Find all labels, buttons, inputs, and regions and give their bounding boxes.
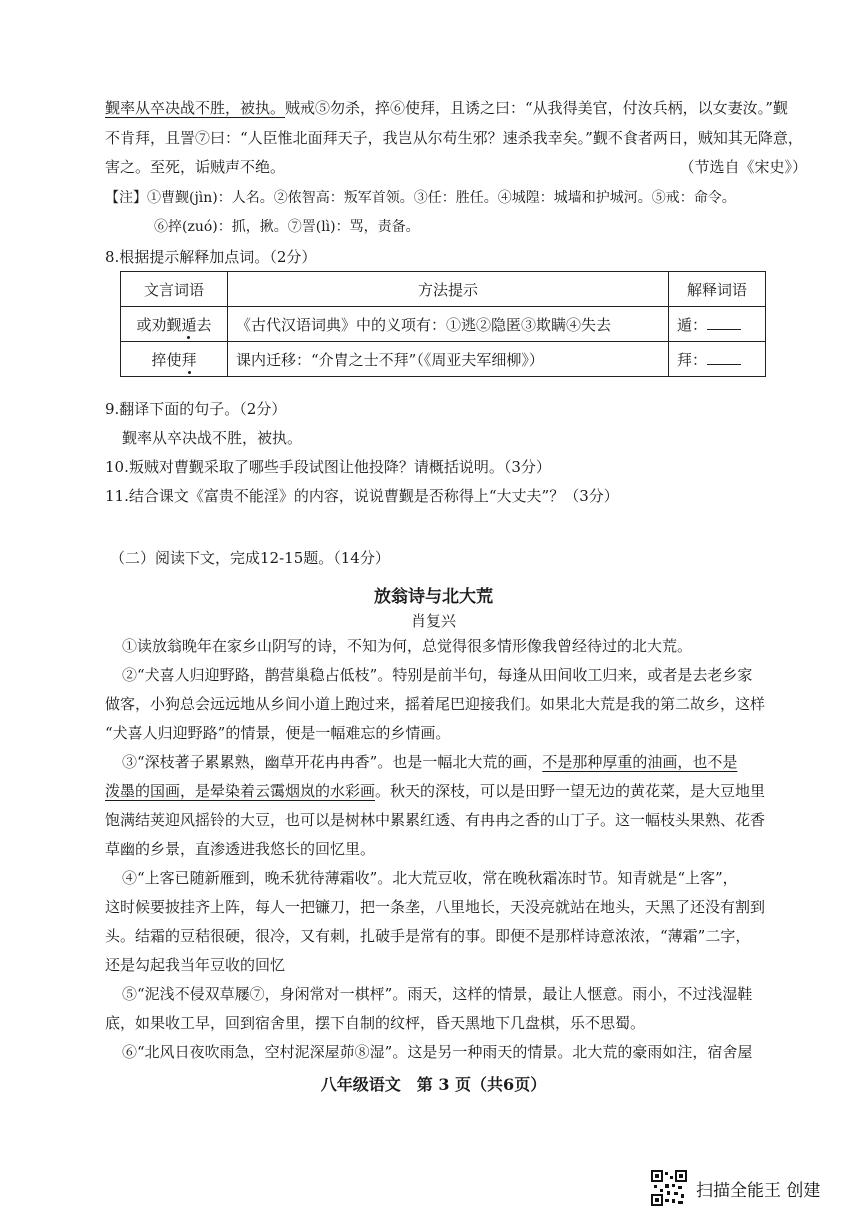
- passage-source: （节选自《宋史》）: [679, 158, 807, 176]
- paragraph-line: 底，如果收工早，回到宿舍里，摆下自制的纹枰，昏天黑地下几盘棋，乐不思蜀。: [105, 1014, 646, 1032]
- passage-line: 害之。至死，诟贼声不绝。: [105, 158, 286, 176]
- passage-line: 不肯拜，且詈⑦曰：“人臣惟北面拜天子，我岂从尔苟生邪？速杀我幸矣。”觐不食者两日，贼知其无降意，: [105, 129, 803, 147]
- answer-label: 拜：: [677, 350, 708, 369]
- table-cell-hint: 《古代汉语词典》中的义项有：①逃②隐匿③欺瞒④失去: [228, 307, 669, 342]
- paragraph-text: 。秋天的深枝，可以是田野一望无边的黄花菜，是大豆地里: [375, 782, 766, 800]
- notes-line: 【注】①曹觐(jìn)：人名。②侬智高：叛军首领。③任：胜任。④城隍：城墙和护城河。⑤戒：命令。: [105, 190, 736, 206]
- paragraph-line: 饱满结荚迎风摇铃的大豆，也可以是树林中累累红透、有冉冉之香的山丁子。这一幅枝头果熟、花香: [105, 811, 766, 829]
- paragraph-line: ②“犬喜人归迎野路，鹊营巢稳占低枝”。特别是前半句，每逢从田间收工归来，或者是去老乡家: [122, 666, 753, 684]
- paragraph-line: 还是勾起我当年豆收的回忆: [105, 956, 286, 974]
- paragraph-line: ⑥“北风日夜吹雨急，空村泥深屋茆⑧湿”。这是另一种雨天的情景。北大荒的豪雨如注，宿舍屋: [122, 1043, 753, 1061]
- paragraph-text: ③“深枝著子累累熟，幽草开花冉冉香”。也是一幅北大荒的画，: [122, 753, 543, 771]
- table-header: 方法提示: [228, 272, 669, 307]
- word-part: 或劝觐: [136, 315, 182, 334]
- dotted-word: 拜: [181, 350, 197, 369]
- dotted-word: 遁: [181, 315, 197, 334]
- underlined-sentence: 泼墨的国画，是晕染着云霭烟岚的水彩画: [105, 782, 376, 800]
- article-title: 放翁诗与北大荒: [374, 587, 493, 607]
- table-cell-answer: [669, 307, 766, 342]
- page-footer: 八年级语文 第 3 页（共6页）: [320, 1075, 547, 1094]
- vocab-table: [120, 271, 766, 377]
- question-9-sentence: 觐率从卒决战不胜，被执。: [122, 429, 303, 447]
- underlined-sentence: 不是那种厚重的油画，也不是: [542, 753, 738, 771]
- table-cell-word: [121, 342, 228, 377]
- table-cell-word: [121, 307, 228, 342]
- qr-code-icon: [651, 1170, 687, 1206]
- paragraph-line: [122, 752, 737, 772]
- table-row: [121, 307, 766, 342]
- paragraph-line: 这时候要披挂齐上阵，每人一把镰刀，把一条垄，八里地长，天没亮就站在地头，天黑了还没有割到: [105, 898, 766, 916]
- table-cell-answer: [669, 342, 766, 377]
- underlined-sentence: 觐率从卒决战不胜，被执。: [105, 99, 286, 117]
- answer-blank[interactable]: [707, 315, 741, 330]
- paragraph-line: 头。结霜的豆秸很硬，很冷，又有刺，扎破手是常有的事。即便不是那样诗意浓浓，“薄霜”二字，: [105, 927, 751, 945]
- answer-label: 遁：: [677, 315, 708, 334]
- word-part: 捽使: [151, 350, 182, 369]
- table-row: [121, 342, 766, 377]
- question-10: 10.叛贼对曹觐采取了哪些手段试图让他投降？请概括说明。（3分）: [105, 458, 551, 476]
- passage-text: 贼戒⑤勿杀，捽⑥使拜，且诱之曰：“从我得美官，付汝兵柄，以女妻汝。”觐: [285, 99, 788, 117]
- paragraph-line: ④“上客已随新雁到，晚禾犹待薄霜收”。北大荒豆收，常在晚秋霜冻时节。知青就是“上客”，: [122, 869, 738, 887]
- article-author: 肖复兴: [410, 612, 456, 630]
- question-9: 9.翻译下面的句子。（2分）: [105, 400, 287, 418]
- paragraph-line: ⑤“泥浅不侵双草屦⑦，身闲常对一棋枰”。雨天，这样的情景，最让人惬意。雨小，不过浅湿鞋: [122, 985, 753, 1003]
- word-part: 去: [196, 315, 212, 334]
- passage-line: [105, 98, 788, 118]
- section-heading: （二）阅读下文，完成12-15题。（14分）: [110, 549, 390, 567]
- table-cell-hint: 课内迁移：“介胄之士不拜”（《周亚夫军细柳》）: [228, 342, 669, 377]
- table-header-row: [121, 272, 766, 307]
- paragraph-line: 做客，小狗总会远远地从乡间小道上跑过来，摇着尾巴迎接我们。如果北大荒是我的第二故乡，这样: [105, 695, 766, 713]
- answer-blank[interactable]: [707, 350, 741, 365]
- paragraph-line: 草幽的乡景，直渗透进我悠长的回忆里。: [105, 840, 376, 858]
- paragraph-line: “犬喜人归迎野路”的情景，便是一幅难忘的乡情画。: [105, 724, 451, 742]
- scanner-brand: 扫描全能王 创建: [696, 1181, 821, 1201]
- question-11: 11.结合课文《富贵不能淫》的内容，说说曹觐是否称得上“大丈夫”？（3分）: [105, 487, 619, 505]
- paragraph-line: [105, 781, 765, 801]
- notes-line: ⑥捽(zuó)：抓，揪。⑦詈(lì)：骂，责备。: [154, 219, 420, 235]
- table-header: 解释词语: [669, 272, 766, 307]
- paragraph-line: ①读放翁晚年在家乡山阴写的诗，不知为何，总觉得很多情形像我曾经待过的北大荒。: [122, 637, 693, 655]
- question-8: 8.根据提示解释加点词。（2分）: [105, 248, 317, 266]
- table-header: 文言词语: [121, 272, 228, 307]
